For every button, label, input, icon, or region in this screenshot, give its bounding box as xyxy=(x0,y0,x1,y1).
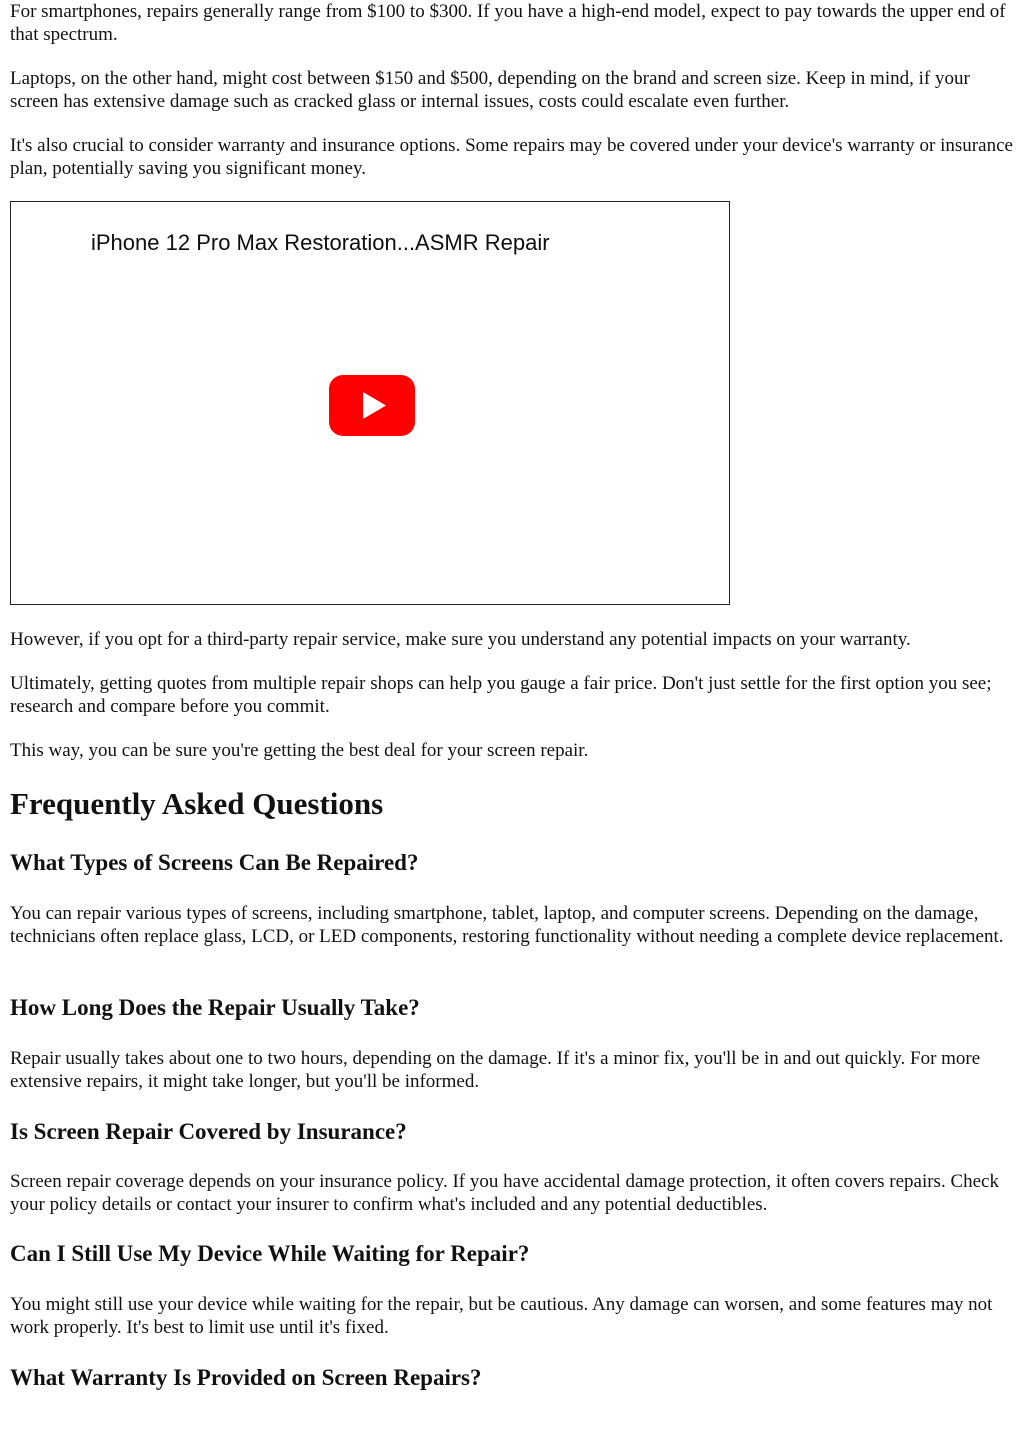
youtube-play-icon[interactable] xyxy=(329,375,415,436)
video-embed[interactable] xyxy=(10,201,730,605)
paragraph-third-party: However, if you opt for a third-party repair service, make sure you understand any potential impacts on your warranty. xyxy=(10,629,911,650)
paragraph-smartphone-cost: For smartphones, repairs generally range from $100 to $300. If you have a high-end model, expect to pay towards the upper end of that spectrum. xyxy=(10,1,1006,46)
faq-heading: Frequently Asked Questions xyxy=(10,786,384,821)
faq-question: Can I Still Use My Device While Waiting for Repair? xyxy=(10,1241,530,1266)
faq-question: How Long Does the Repair Usually Take? xyxy=(10,995,420,1020)
faq-answer: You might still use your device while waiting for the repair, but be cautious. Any damage can worsen, and some features may not work properly. It's best to limit use until it's fixed. xyxy=(10,1294,993,1339)
paragraph-quotes: Ultimately, getting quotes from multiple repair shops can help you gauge a fair price. Don't just settle for the first option you see; research and compare before you commit. xyxy=(10,673,992,718)
faq-answer: Repair usually takes about one to two hours, depending on the damage. If it's a minor fix, you'll be in and out quickly. For more extensive repairs, it might take longer, but you'll be informed. xyxy=(10,1048,981,1093)
faq-question: Is Screen Repair Covered by Insurance? xyxy=(10,1119,407,1144)
paragraph-laptop-cost: Laptops, on the other hand, might cost between $150 and $500, depending on the brand and screen size. Keep in mind, if your screen has extensive damage such as cracked glass or internal issues, costs could escalate even further. xyxy=(10,68,970,113)
faq-answer: Screen repair coverage depends on your insurance policy. If you have accidental damage protection, it often covers repairs. Check your policy details or contact your insurer to confirm what's included and any potential deductibles. xyxy=(10,1171,999,1216)
paragraph-best-deal: This way, you can be sure you're getting the best deal for your screen repair. xyxy=(10,740,589,761)
faq-question: What Warranty Is Provided on Screen Repairs? xyxy=(10,1365,482,1390)
faq-question: What Types of Screens Can Be Repaired? xyxy=(10,850,419,875)
video-title[interactable]: iPhone 12 Pro Max Restoration...ASMR Repair xyxy=(91,230,550,255)
faq-answer: You can repair various types of screens, including smartphone, tablet, laptop, and computer screens. Depending on the damage, technicians often replace glass, LCD, or LED components, restoring functionality without needing a complete device replacement. xyxy=(10,903,1004,948)
paragraph-warranty-insurance: It's also crucial to consider warranty and insurance options. Some repairs may be covered under your device's warranty or insurance plan, potentially saving you significant money. xyxy=(10,135,1013,180)
